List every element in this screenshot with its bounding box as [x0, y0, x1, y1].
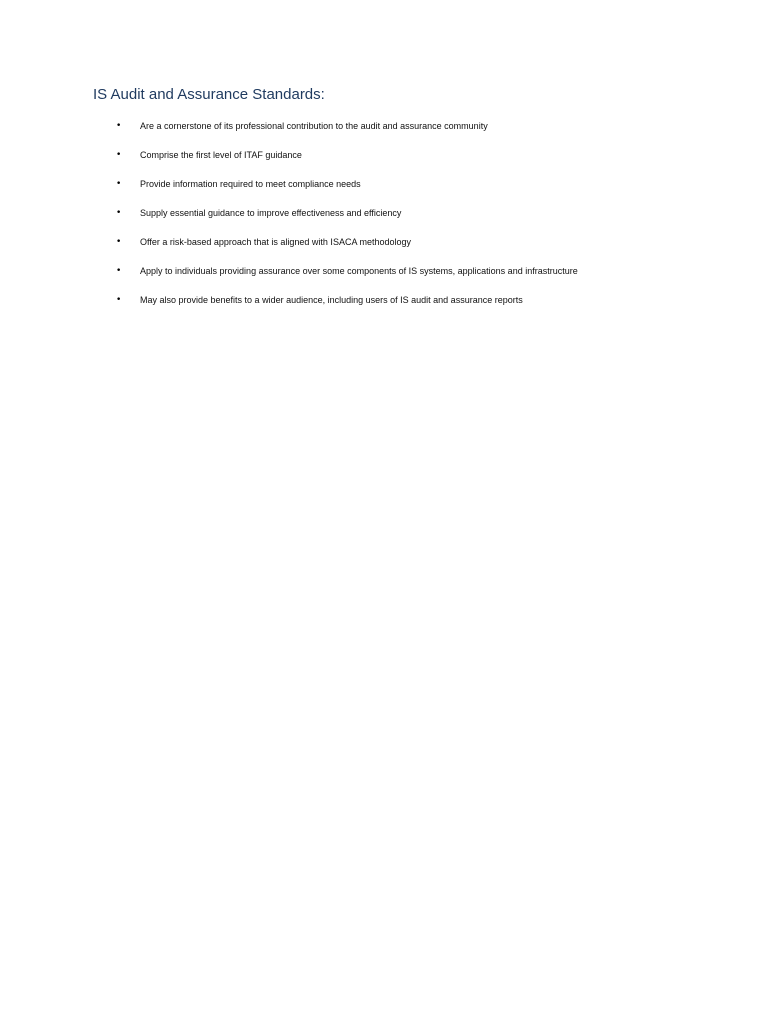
bullet-icon: •: [116, 295, 122, 305]
bullet-icon: •: [116, 266, 122, 276]
list-item: [0, 292, 768, 321]
bullet-icon: •: [116, 121, 122, 131]
page-title: IS Audit and Assurance Standards:: [93, 86, 325, 103]
list-item-text: Provide information required to meet compliance needs: [140, 179, 361, 189]
bullet-icon: •: [116, 179, 122, 189]
list-item-text: May also provide benefits to a wider audience, including users of IS audit and assurance reports: [140, 295, 523, 305]
list-item: [0, 147, 768, 176]
list-item: [0, 118, 768, 147]
list-item: [0, 205, 768, 234]
bullet-icon: •: [116, 237, 122, 247]
list-item-text: Are a cornerstone of its professional contribution to the audit and assurance community: [140, 121, 488, 131]
bullet-list: [0, 118, 768, 321]
list-item-text: Comprise the first level of ITAF guidance: [140, 150, 302, 160]
list-item: [0, 234, 768, 263]
list-item-text: Offer a risk-based approach that is aligned with ISACA methodology: [140, 237, 411, 247]
list-item: [0, 263, 768, 292]
bullet-icon: •: [116, 208, 122, 218]
bullet-icon: •: [116, 150, 122, 160]
list-item: [0, 176, 768, 205]
list-item-text: Supply essential guidance to improve effectiveness and efficiency: [140, 208, 402, 218]
list-item-text: Apply to individuals providing assurance over some components of IS systems, applications and infrastructure: [140, 266, 578, 276]
